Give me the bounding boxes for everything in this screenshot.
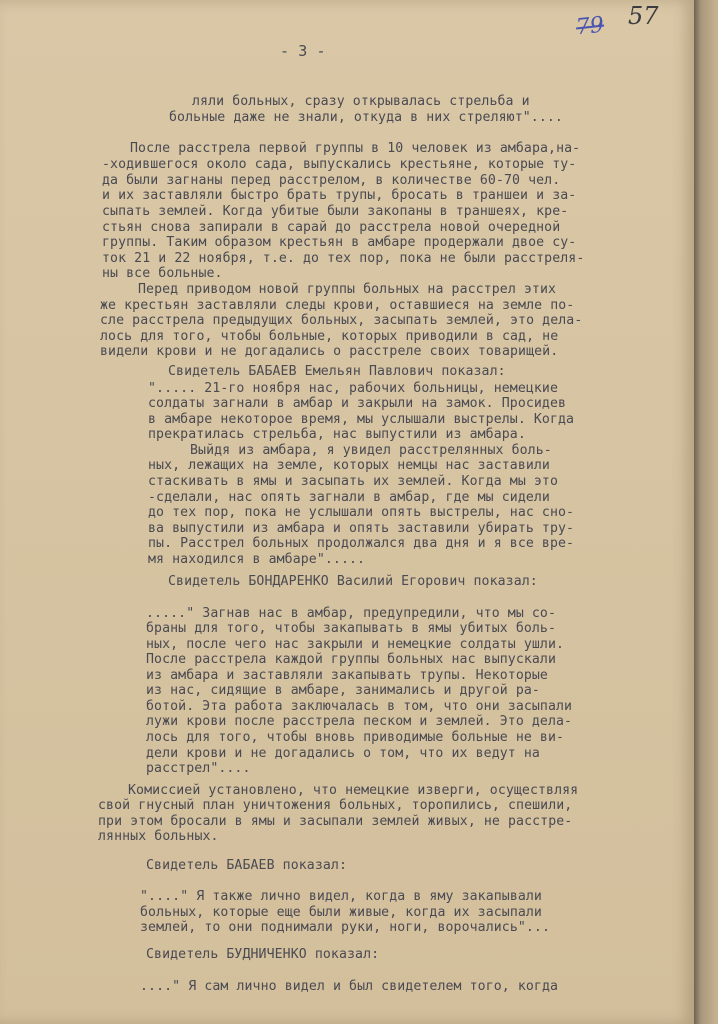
text-line: из амбара и заставляли закапывать трупы. Некоторые xyxy=(146,668,548,683)
text-line: После расстрела каждой группы больных нас выпускали xyxy=(146,652,557,667)
text-line: ...." Я сам лично видел и был свидетелем того, когда xyxy=(140,979,559,994)
text-line: Комиссией установлено, что немецкие изверги, осуществляя xyxy=(128,783,579,798)
text-line: ва выпустили из амбара и опять заставили убирать тру- xyxy=(148,521,575,536)
text-line: дели крови и не догадались о том, что их ведут на xyxy=(146,746,540,761)
witness-heading: Свидетель БУДНИЧЕНКО показал: xyxy=(146,947,380,962)
text-line: прекратилась стрельба, нас выпустили из амбара. xyxy=(148,427,526,442)
text-line: пы. Расстрел больных продолжался два дня и я все вре- xyxy=(148,536,575,551)
text-line: сле расстрела предыдущих больных, засыпать землей, это дела- xyxy=(100,313,583,328)
page-number: - 3 - xyxy=(280,42,326,60)
text-line: ляли больных, сразу открывалась стрельба и xyxy=(192,94,530,109)
text-line: при этом бросали в ямы и засыпали землей живых, не расстре- xyxy=(98,814,573,829)
text-line: "..... 21-го ноября нас, рабочих больницы, немецкие xyxy=(148,381,559,396)
text-line: видели крови и не догадались о расстреле своих товарищей. xyxy=(100,344,559,359)
text-line: лужи крови после расстрела песком и землей. Это дела- xyxy=(146,714,573,729)
text-line: -сделали, нас опять загнали в амбар, где мы сидели xyxy=(148,490,550,505)
text-line: "...." Я также лично видел, когда в яму закапывали xyxy=(140,889,542,904)
witness-heading: Свидетель БОНДАРЕНКО Василий Егорович показал: xyxy=(168,574,538,589)
text-line: ....." Загнав нас в амбар, предупредили, что мы со- xyxy=(146,606,557,621)
text-line: ботой. Эта работа заключалась в том, что они засыпали xyxy=(146,699,573,714)
text-line: лось для того, чтобы вновь приводимые больные не ви- xyxy=(146,730,565,745)
text-line: же крестьян заставляли следы крови, оставшиеся на земле по- xyxy=(100,298,575,313)
text-line: Выйдя из амбара, я увидел расстрелянных боль- xyxy=(190,443,552,458)
text-line: из нас, сидящие в амбаре, занимались и другой ра- xyxy=(146,683,540,698)
text-line: стаскивать в ямы и засыпать их землей. Когда мы это xyxy=(148,474,559,489)
text-line: стьян снова запирали в сарай до расстрела новой очередной xyxy=(102,220,561,235)
text-line: сыпать землей. Когда убитые были закопаны в траншеях, кре- xyxy=(102,204,569,219)
text-line: ных, после чего нас закрыли и немецкие солдаты ушли. xyxy=(146,637,565,652)
text-line: солдаты загнали в амбар и закрыли на замок. Просидев xyxy=(148,396,567,411)
text-line: землей, то они поднимали руки, ноги, ворочались"... xyxy=(140,920,551,935)
witness-heading: Свидетель БАБАЕВ Емельян Павлович показал: xyxy=(168,364,506,379)
text-line: лось для того, чтобы больные, которых приводили в сад, не xyxy=(100,329,559,344)
text-line: расстрел".... xyxy=(146,761,251,776)
text-line: -ходившегося около сада, выпускались крестьяне, которые ту- xyxy=(102,157,577,172)
text-line: После расстрела первой группы в 10 человек из амбара,на- xyxy=(130,141,581,156)
text-line: свой гнусный план уничтожения больных, торопились, спешили, xyxy=(98,798,573,813)
text-line: Перед приводом новой группы больных на расстрел этих xyxy=(138,282,557,297)
text-line: и их заставляли быстро брать трупы, бросать в траншеи и за- xyxy=(102,188,577,203)
text-line: ны все больные. xyxy=(102,266,223,281)
text-line: больных, которые еще были живые, когда их засыпали xyxy=(140,905,542,920)
archive-mark-blue: 79 xyxy=(574,12,606,41)
text-line: в амбаре некоторое время, мы услышали выстрелы. Когда xyxy=(148,412,575,427)
text-line: ток 21 и 22 ноября, т.е. до тех пор, пока не были расстреля- xyxy=(102,251,585,266)
page-binding-edge xyxy=(694,0,718,1024)
text-line: мя находился в амбаре"..... xyxy=(148,552,366,567)
text-line: до тех пор, пока не услышали опять выстрелы, нас сно- xyxy=(148,505,575,520)
text-line: да были загнаны перед расстрелом, в количестве 60-70 чел. xyxy=(102,173,561,188)
text-line: лянных больных. xyxy=(98,829,219,844)
text-line: группы. Таким образом крестьян в амбаре продержали двое су- xyxy=(102,235,577,250)
archive-mark-page: 57 xyxy=(628,2,659,30)
witness-heading: Свидетель БАБАЕВ показал: xyxy=(146,858,347,873)
text-line: браны для того, чтобы закапывать в ямы убитых боль- xyxy=(146,621,557,636)
text-line: ных, лежащих на земле, которых немцы нас заставили xyxy=(148,458,550,473)
text-line: больные даже не знали, откуда в них стреляют".... xyxy=(169,110,563,125)
